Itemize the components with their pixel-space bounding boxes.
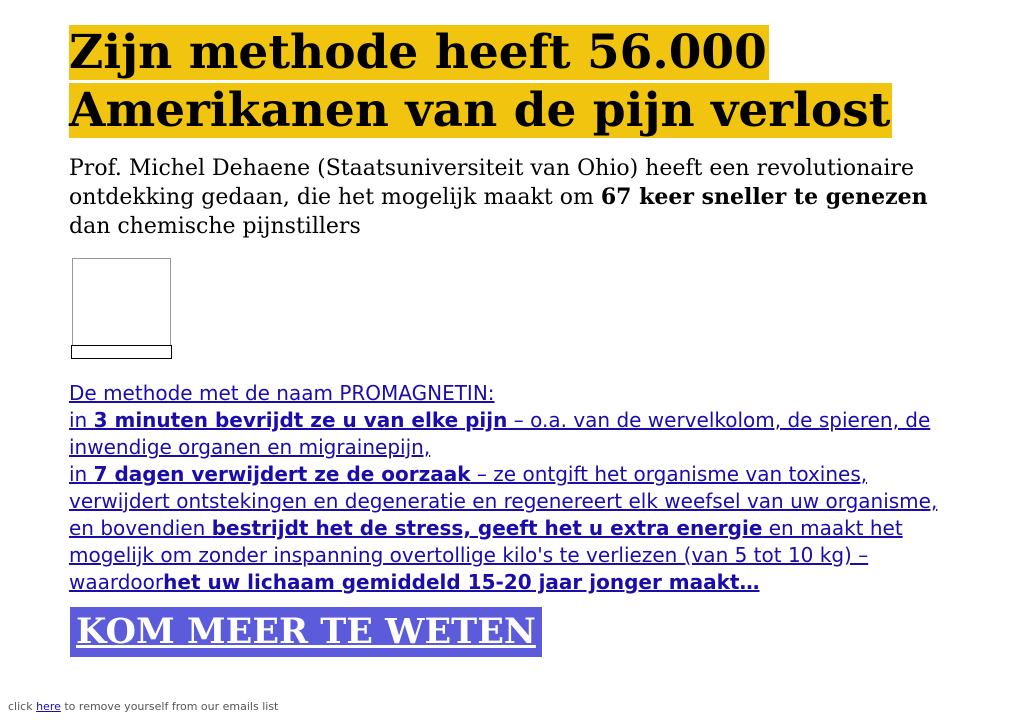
learn-more-button[interactable]: KOM MEER TE WETEN	[70, 607, 542, 657]
method-p3-prefix: en bovendien	[69, 516, 212, 540]
intro-paragraph	[69, 154, 949, 241]
headline-line-2: Amerikanen van de pijn verlost	[69, 83, 891, 138]
method-description-link[interactable]	[69, 380, 959, 596]
method-p3-bold-2: het uw lichaam gemiddeld 15-20 jaar jonger maakt…	[163, 570, 760, 594]
intro-text-before: Prof. Michel Dehaene (Staatsuniversiteit van Ohio) heeft een revolutionaire ontdekking gedaan, die het mogelijk maakt om	[69, 156, 914, 210]
content-wrapper	[69, 24, 959, 657]
method-p2-rest: – ze ontgift het organisme van toxines, verwijdert ontstekingen en degeneratie en regenereert elk weefsel van uw organisme,	[69, 462, 938, 513]
method-p1-bold: 3 minuten bevrijdt ze u van elke pijn	[93, 408, 508, 432]
method-p2-bold: 7 dagen verwijdert ze de oorzaak	[93, 462, 471, 486]
footer-suffix: to remove yourself from our emails list	[60, 700, 279, 713]
headline	[69, 24, 959, 140]
method-p1-prefix: in	[69, 408, 94, 432]
broken-image-placeholder	[72, 258, 171, 359]
method-p2-prefix: in	[69, 462, 94, 486]
footer-prefix: click	[8, 700, 37, 713]
unsubscribe-link[interactable]: here	[36, 700, 61, 713]
intro-text-after: dan chemische pijnstillers	[69, 214, 361, 239]
intro-bold-claim: 67 keer sneller te genezen	[600, 184, 928, 210]
method-p3-bold: bestrijdt het de stress, geeft het u extra energie	[211, 516, 763, 540]
method-p3-rest: en maakt het mogelijk om zonder inspanning overtollige kilo's te verliezen (van 5 tot 10 kg) – waardoor	[69, 516, 903, 594]
image-caption-bar	[71, 345, 172, 359]
unsubscribe-footer	[8, 700, 278, 713]
method-p1-rest: – o.a. van de wervelkolom, de spieren, de inwendige organen en migrainepijn,	[69, 408, 931, 459]
method-title: De methode met de naam PROMAGNETIN:	[69, 381, 495, 405]
headline-line-1: Zijn methode heeft 56.000	[69, 25, 767, 80]
